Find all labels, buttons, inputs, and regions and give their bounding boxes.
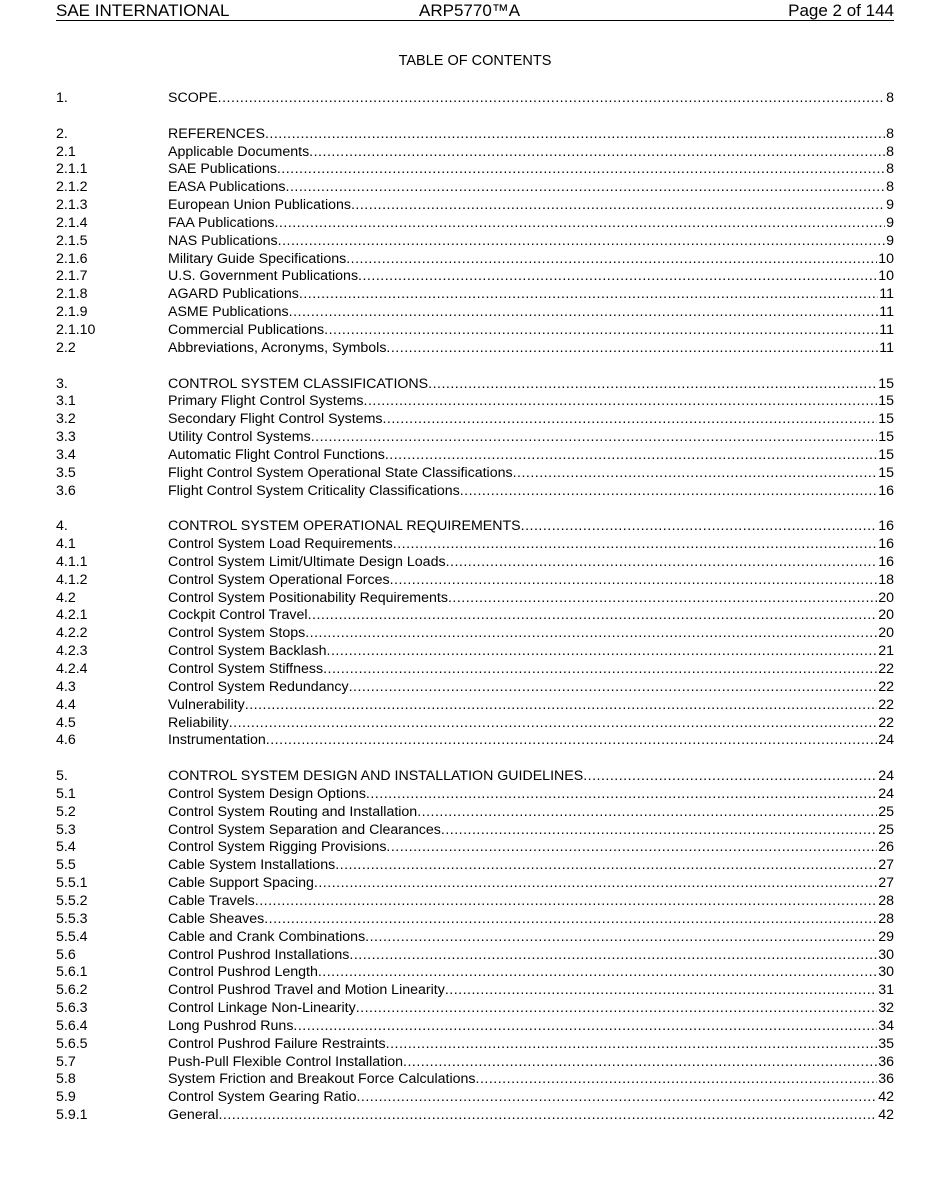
toc-section-title: Control Pushrod Travel and Motion Linearity	[168, 982, 445, 999]
toc-entry[interactable]	[56, 1053, 894, 1071]
toc-section-title: CONTROL SYSTEM OPERATIONAL REQUIREMENTS	[168, 518, 521, 535]
toc-section-title: Control System Stops	[168, 625, 306, 642]
toc-section-title: Automatic Flight Control Functions	[168, 446, 385, 463]
toc-entry[interactable]	[56, 143, 894, 161]
toc-page-number: 15	[878, 429, 894, 446]
toc-section-title: Military Guide Specifications	[168, 250, 347, 267]
toc-section-title: Control System Load Requirements	[168, 536, 393, 553]
toc-page-number: 22	[878, 678, 894, 695]
toc-section-number: 3.2	[56, 411, 76, 428]
toc-section-number: 5.6.2	[56, 982, 88, 999]
toc-entry[interactable]	[56, 214, 894, 232]
toc-entry[interactable]	[56, 303, 894, 321]
dot-leader	[218, 1106, 877, 1124]
toc-section-number: 3.4	[56, 446, 76, 463]
toc-section-number: 2.1.1	[56, 161, 88, 178]
toc-page-number: 15	[878, 411, 894, 428]
toc-section-title: Control System Redundancy	[168, 678, 349, 695]
dot-leader	[293, 1017, 877, 1035]
toc-page-number: 42	[878, 1107, 894, 1124]
toc-page-number: 16	[878, 553, 894, 570]
dot-leader	[349, 946, 877, 964]
dot-leader	[351, 196, 885, 214]
dot-leader	[386, 1035, 878, 1053]
toc-section-title: Flight Control System Operational State Classifications	[168, 464, 513, 481]
toc-page-number: 16	[878, 518, 894, 535]
toc-entry[interactable]	[56, 392, 894, 410]
toc-entry[interactable]	[56, 803, 894, 821]
dot-leader	[229, 714, 878, 732]
toc-section-number: 2.1.10	[56, 321, 96, 338]
toc-page-number: 42	[878, 1089, 894, 1106]
document-number: ARP5770™A	[419, 1, 521, 20]
toc-entry[interactable]	[56, 89, 894, 107]
toc-section-title: REFERENCES	[168, 125, 265, 142]
toc-entry[interactable]	[56, 874, 894, 892]
toc-page-number: 25	[878, 803, 894, 820]
toc-section-number: 5.6.3	[56, 1000, 88, 1017]
toc-section-title: EASA Publications	[168, 179, 286, 196]
toc-page-number: 31	[878, 982, 894, 999]
toc-entry[interactable]	[56, 1088, 894, 1106]
toc-page-number: 11	[879, 286, 894, 303]
dot-leader	[274, 214, 885, 232]
dot-leader	[403, 1053, 877, 1071]
dot-leader	[445, 981, 877, 999]
toc-page-number: 18	[878, 571, 894, 588]
toc-page-number: 16	[878, 536, 894, 553]
dot-leader	[446, 553, 878, 571]
dot-leader	[393, 535, 877, 553]
toc-page-number: 20	[878, 625, 894, 642]
toc-section-number: 4.1.1	[56, 553, 88, 570]
toc-entry[interactable]	[56, 517, 894, 535]
toc-entry[interactable]	[56, 785, 894, 803]
toc-section-title: Control System Separation and Clearances	[168, 821, 441, 838]
toc-section-number: 5.1	[56, 785, 76, 802]
toc-page-number: 36	[878, 1053, 894, 1070]
toc-section-number: 2.1.4	[56, 214, 88, 231]
toc-entry[interactable]	[56, 892, 894, 910]
toc-entry[interactable]	[56, 821, 894, 839]
toc-page-number: 22	[878, 714, 894, 731]
toc-section-title: Utility Control Systems	[168, 429, 311, 446]
dot-leader	[286, 178, 886, 196]
toc-heading: TABLE OF CONTENTS	[398, 53, 552, 69]
dot-leader	[323, 660, 877, 678]
toc-section-number: 4.2.1	[56, 607, 88, 624]
toc-section-number: 3.3	[56, 429, 76, 446]
toc-section-number: 2.1.3	[56, 197, 88, 214]
dot-leader	[390, 571, 878, 589]
dot-leader	[460, 482, 878, 500]
toc-entry[interactable]	[56, 571, 894, 589]
toc-section-number: 4.2	[56, 589, 76, 606]
toc-section-title: Push-Pull Flexible Control Installation	[168, 1053, 403, 1070]
toc-section-title: Control System Limit/Ultimate Design Loads	[168, 553, 446, 570]
toc-section-title: Commercial Publications	[168, 321, 325, 338]
toc-section-number: 5.6.1	[56, 964, 88, 981]
toc-section-title: NAS Publications	[168, 232, 278, 249]
dot-leader	[441, 821, 877, 839]
toc-page-number: 22	[878, 661, 894, 677]
toc-page-number: 26	[878, 839, 894, 856]
toc-entry[interactable]	[56, 160, 894, 178]
toc-section-number: 2.1.8	[56, 286, 88, 303]
toc-page-number: 8	[886, 143, 894, 160]
toc-page-number: 22	[878, 696, 894, 713]
dot-leader	[218, 89, 885, 107]
toc-section-title: Cable System Installations	[168, 857, 336, 874]
toc-entry[interactable]	[56, 232, 894, 250]
dot-leader	[318, 963, 877, 981]
toc-page-number: 21	[878, 643, 894, 660]
table-of-contents	[56, 89, 894, 1124]
dot-leader	[583, 767, 877, 785]
toc-page-number: 36	[878, 1071, 894, 1088]
toc-section-title: CONTROL SYSTEM DESIGN AND INSTALLATION GUIDELINES	[168, 768, 584, 785]
toc-section-number: 3.1	[56, 393, 76, 410]
toc-section-number: 5.5.2	[56, 892, 88, 909]
toc-section-title: Control System Operational Forces	[168, 571, 390, 588]
toc-entry[interactable]	[56, 696, 894, 714]
toc-page-number: 11	[879, 321, 894, 338]
toc-section-number: 5.7	[56, 1053, 76, 1070]
toc-entry[interactable]	[56, 428, 894, 446]
toc-entry[interactable]	[56, 1070, 894, 1088]
toc-entry[interactable]	[56, 624, 894, 642]
toc-section-title: Primary Flight Control Systems	[168, 393, 364, 410]
toc-entry[interactable]	[56, 464, 894, 482]
toc-section-title: Control System Design Options	[168, 785, 366, 802]
dot-leader	[308, 606, 878, 624]
toc-entry[interactable]	[56, 535, 894, 553]
toc-entry[interactable]	[56, 553, 894, 571]
toc-section-title: Long Pushrod Runs	[168, 1017, 294, 1034]
toc-page-number: 20	[878, 607, 894, 624]
toc-section-number: 5.9	[56, 1089, 76, 1106]
dot-leader	[385, 446, 877, 464]
toc-page-number: 29	[878, 928, 894, 945]
toc-section-title: Vulnerability	[168, 696, 245, 713]
toc-entry[interactable]	[56, 767, 894, 785]
toc-section-number: 5.2	[56, 803, 76, 820]
toc-entry[interactable]	[56, 285, 894, 303]
dot-leader	[278, 232, 885, 250]
toc-page-number: 10	[878, 268, 894, 285]
toc-page-number: 10	[878, 250, 894, 267]
toc-entry[interactable]	[56, 589, 894, 607]
toc-page-number: 11	[879, 304, 894, 321]
toc-section-number: 2.1.5	[56, 232, 88, 249]
toc-section-title: Abbreviations, Acronyms, Symbols	[168, 339, 387, 356]
toc-section-number: 2.1.2	[56, 179, 88, 196]
toc-section-title: Control Pushrod Installations	[168, 946, 350, 963]
toc-entry[interactable]	[56, 1106, 894, 1124]
toc-section-number: 4.1.2	[56, 571, 88, 588]
dot-leader	[521, 517, 878, 535]
dot-leader	[382, 410, 877, 428]
dot-leader	[513, 464, 878, 482]
toc-section-number: 4.2.3	[56, 643, 88, 660]
dot-leader	[356, 1088, 877, 1106]
toc-section-title: Cable Support Spacing	[168, 875, 314, 892]
toc-section-number: 5.5.3	[56, 910, 88, 927]
toc-entry[interactable]	[56, 946, 894, 964]
toc-section-number: 4.	[56, 518, 68, 535]
toc-page-number: 20	[878, 589, 894, 606]
page-number: Page 2 of 144	[788, 1, 894, 20]
toc-section-title: Applicable Documents	[168, 143, 310, 160]
toc-section-title: Cable Travels	[168, 892, 255, 909]
toc-section-number: 5.6.5	[56, 1035, 88, 1052]
toc-section-title: Control System Rigging Provisions	[168, 839, 387, 856]
toc-section-number: 5.6	[56, 946, 76, 963]
toc-section-title: System Friction and Breakout Force Calculations	[168, 1071, 476, 1088]
dot-leader	[448, 589, 877, 607]
toc-page-number: 9	[886, 232, 894, 249]
toc-section-title: Reliability	[168, 714, 229, 731]
toc-page-number: 8	[886, 179, 894, 196]
dot-leader	[277, 160, 885, 178]
toc-section-title: Control System Routing and Installation	[168, 803, 418, 820]
toc-section-title: SAE Publications	[168, 161, 277, 178]
toc-page-number: 25	[878, 821, 894, 838]
dot-leader	[289, 303, 879, 321]
toc-section-number: 3.5	[56, 464, 76, 481]
toc-section-number: 2.1.6	[56, 250, 88, 267]
dot-leader	[314, 874, 877, 892]
toc-section-title: Secondary Flight Control Systems	[168, 411, 383, 428]
toc-page-number: 8	[886, 125, 894, 142]
toc-page-number: 35	[878, 1035, 894, 1052]
dot-leader	[366, 785, 877, 803]
toc-page-number: 11	[879, 339, 894, 356]
toc-section-number: 5.8	[56, 1071, 76, 1088]
toc-section-number: 4.1	[56, 536, 76, 553]
toc-page-number: 28	[878, 910, 894, 927]
toc-entry[interactable]	[56, 339, 894, 357]
toc-entry[interactable]	[56, 267, 894, 285]
toc-section-title: Control System Positionability Requirements	[168, 589, 448, 606]
toc-section-number: 1.	[56, 90, 68, 106]
toc-page-number: 8	[886, 90, 894, 106]
toc-entry[interactable]	[56, 928, 894, 946]
toc-entry[interactable]	[56, 999, 894, 1017]
toc-section-number: 4.4	[56, 696, 76, 713]
dot-leader	[476, 1070, 878, 1088]
dot-leader	[245, 696, 877, 714]
toc-entry[interactable]	[56, 642, 894, 660]
toc-section-number: 5.3	[56, 821, 76, 838]
toc-section-number: 4.2.4	[56, 661, 88, 677]
toc-page-number: 32	[878, 1000, 894, 1017]
page-header	[56, 0, 894, 21]
toc-entry[interactable]	[56, 410, 894, 428]
toc-section-title: ASME Publications	[168, 304, 289, 321]
toc-entry[interactable]	[56, 838, 894, 856]
toc-section-number: 5.	[56, 768, 68, 785]
toc-page-number: 27	[878, 857, 894, 874]
dot-leader	[309, 143, 885, 161]
toc-entry[interactable]	[56, 196, 894, 214]
toc-entry[interactable]	[56, 606, 894, 624]
dot-leader	[349, 678, 878, 696]
toc-entry[interactable]	[56, 660, 894, 678]
toc-section-number: 5.4	[56, 839, 76, 856]
toc-section-title: Cable Sheaves	[168, 910, 265, 927]
toc-page-number: 9	[886, 214, 894, 231]
toc-entry[interactable]	[56, 375, 894, 393]
toc-page-number: 30	[878, 964, 894, 981]
toc-section-title: European Union Publications	[168, 197, 351, 214]
toc-section-title: Control System Gearing Ratio	[168, 1089, 357, 1106]
dot-leader	[327, 642, 878, 660]
toc-page-number: 16	[878, 482, 894, 499]
toc-section-number: 2.1.7	[56, 268, 88, 285]
toc-entry[interactable]	[56, 714, 894, 732]
toc-section-title: Control Pushrod Failure Restraints	[168, 1035, 386, 1052]
toc-section-number: 3.	[56, 375, 68, 392]
toc-page-number: 28	[878, 892, 894, 909]
toc-entry[interactable]	[56, 981, 894, 999]
toc-section-title: SCOPE	[168, 90, 218, 106]
toc-section-title: Cable and Crank Combinations	[168, 928, 366, 945]
toc-section-title: Flight Control System Criticality Classifications	[168, 482, 460, 499]
toc-page-number: 24	[878, 732, 894, 749]
toc-entry[interactable]	[56, 1017, 894, 1035]
toc-page-number: 15	[878, 375, 894, 392]
toc-section-title: CONTROL SYSTEM CLASSIFICATIONS	[168, 375, 429, 392]
toc-section-number: 5.9.1	[56, 1107, 88, 1124]
toc-page-number: 15	[878, 446, 894, 463]
toc-section-number: 2.	[56, 125, 68, 142]
toc-entry[interactable]	[56, 910, 894, 928]
dot-leader	[265, 125, 885, 143]
toc-section-number: 4.6	[56, 732, 76, 749]
dot-leader	[311, 428, 878, 446]
toc-section-number: 2.1.9	[56, 304, 88, 321]
toc-section-title: General	[168, 1107, 219, 1124]
dot-leader	[365, 928, 877, 946]
dot-leader	[255, 892, 877, 910]
toc-section-title: Control Linkage Non-Linearity	[168, 1000, 356, 1017]
toc-section-title: Control Pushrod Length	[168, 964, 318, 981]
toc-entry[interactable]	[56, 250, 894, 268]
toc-page-number: 30	[878, 946, 894, 963]
toc-entry[interactable]	[56, 178, 894, 196]
toc-section-title: AGARD Publications	[168, 286, 299, 303]
dot-leader	[264, 910, 877, 928]
dot-leader	[305, 624, 877, 642]
toc-section-title: U.S. Government Publications	[168, 268, 359, 285]
toc-page-number: 27	[878, 875, 894, 892]
dot-leader	[358, 267, 877, 285]
toc-entry[interactable]	[56, 125, 894, 143]
toc-section-number: 2.1	[56, 143, 76, 160]
dot-leader	[417, 803, 877, 821]
dot-leader	[356, 999, 878, 1017]
organization-name: SAE INTERNATIONAL	[56, 1, 230, 20]
toc-page-number: 15	[878, 464, 894, 481]
toc-section-title: Control System Backlash	[168, 643, 327, 660]
dot-leader	[386, 339, 878, 357]
dot-leader	[364, 392, 878, 410]
toc-page-number: 15	[878, 393, 894, 410]
dot-leader	[299, 285, 878, 303]
toc-section-title: Control System Stiffness	[168, 661, 324, 677]
dot-leader	[324, 321, 878, 339]
toc-entry[interactable]	[56, 678, 894, 696]
toc-entry[interactable]	[56, 1035, 894, 1053]
toc-section-number: 4.3	[56, 678, 76, 695]
toc-entry[interactable]	[56, 963, 894, 981]
toc-page-number: 9	[886, 197, 894, 214]
dot-leader	[266, 731, 877, 749]
dot-leader	[428, 375, 877, 393]
toc-section-number: 5.6.4	[56, 1017, 88, 1034]
toc-entry[interactable]	[56, 482, 894, 500]
toc-section-title: FAA Publications	[168, 214, 275, 231]
dot-leader	[346, 250, 877, 268]
toc-section-number: 4.2.2	[56, 625, 88, 642]
toc-entry[interactable]	[56, 446, 894, 464]
toc-section-number: 2.2	[56, 339, 76, 356]
toc-entry[interactable]	[56, 856, 894, 874]
toc-entry[interactable]	[56, 731, 894, 749]
dot-leader	[386, 838, 877, 856]
toc-section-number: 5.5.1	[56, 875, 88, 892]
toc-section-number: 5.5.4	[56, 928, 88, 945]
toc-section-number: 5.5	[56, 857, 76, 874]
toc-section-number: 3.6	[56, 482, 76, 499]
toc-page-number: 8	[886, 161, 894, 178]
toc-page-number: 24	[878, 768, 894, 785]
dot-leader	[335, 856, 877, 874]
toc-section-number: 4.5	[56, 714, 76, 731]
toc-entry[interactable]	[56, 321, 894, 339]
toc-page-number: 24	[878, 785, 894, 802]
toc-section-title: Cockpit Control Travel	[168, 607, 308, 624]
toc-section-title: Instrumentation	[168, 732, 266, 749]
toc-page-number: 34	[878, 1017, 894, 1034]
